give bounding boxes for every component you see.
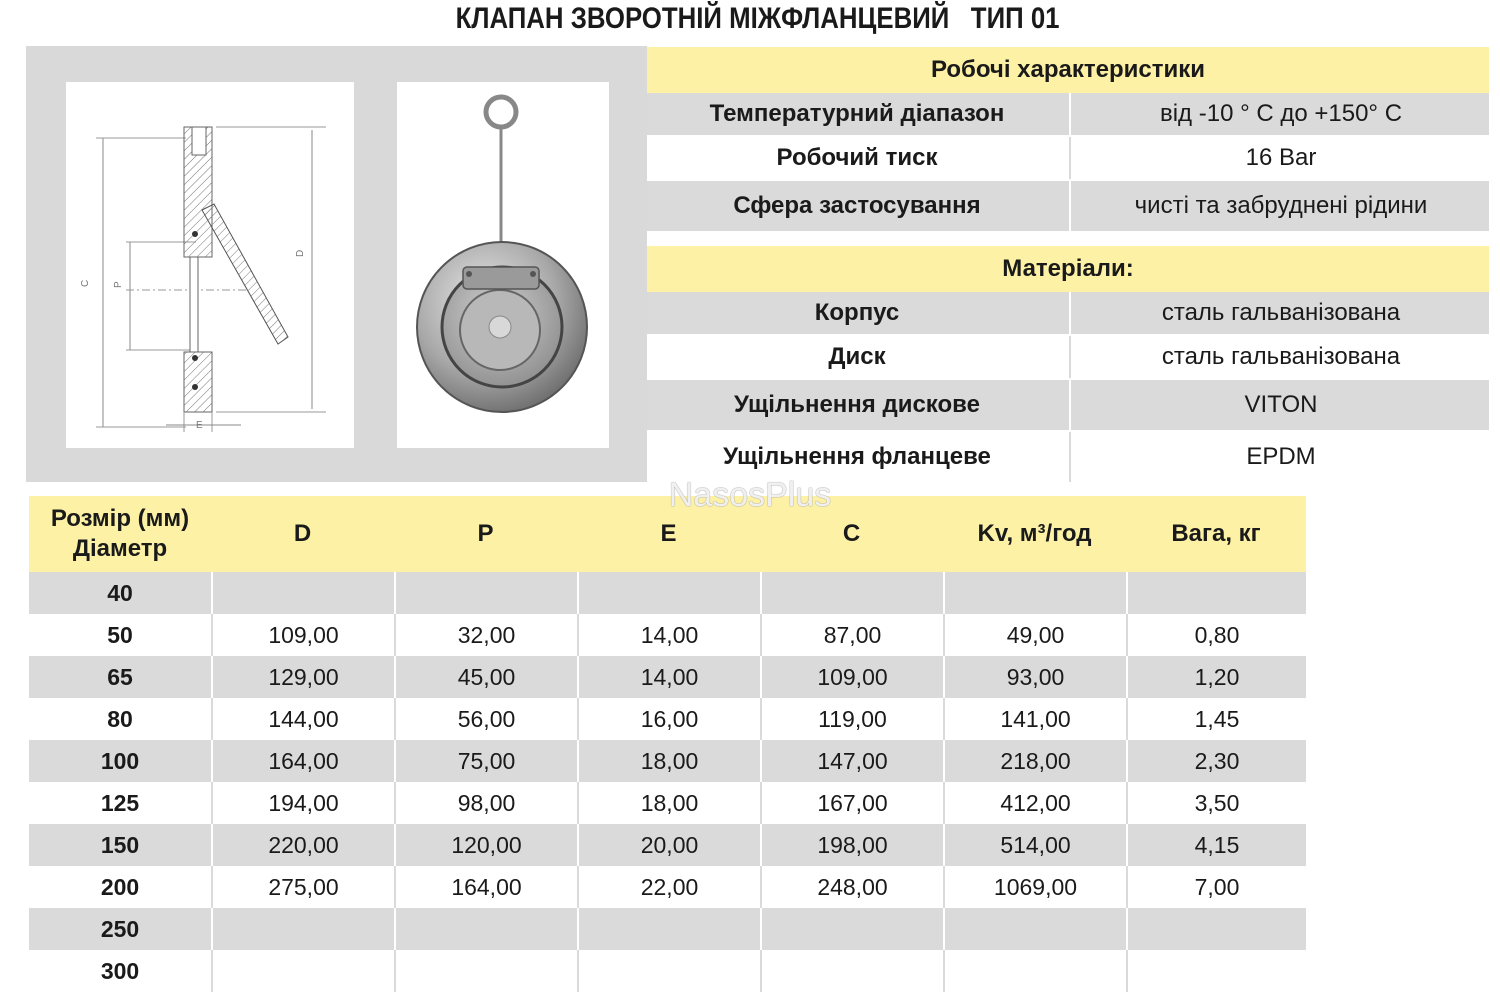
value-cell: 93,00 <box>943 656 1126 698</box>
value-cell <box>577 950 760 992</box>
value-cell: 75,00 <box>394 740 577 782</box>
material-label: Ущільнення фланцеве <box>723 443 991 470</box>
value-cell: 20,00 <box>577 824 760 866</box>
value-cell: 248,00 <box>760 866 943 908</box>
value-cell: 4,15 <box>1126 824 1306 866</box>
table-row <box>29 950 1306 992</box>
value-cell: 120,00 <box>394 824 577 866</box>
col-header-e: E <box>577 496 760 572</box>
value-cell: 22,00 <box>577 866 760 908</box>
material-value: VITON <box>1069 380 1491 430</box>
value-cell <box>211 950 394 992</box>
spec-label: Сфера застосування <box>733 192 981 219</box>
value-cell: 18,00 <box>577 740 760 782</box>
value-cell: 147,00 <box>760 740 943 782</box>
value-cell: 14,00 <box>577 614 760 656</box>
value-cell <box>760 950 943 992</box>
value-cell: 0,80 <box>1126 614 1306 656</box>
col-header-c: C <box>760 496 943 572</box>
value-cell: 49,00 <box>943 614 1126 656</box>
watermark: NasosPlus <box>668 476 832 514</box>
value-cell: 144,00 <box>211 698 394 740</box>
size-cell: 65 <box>29 656 211 698</box>
value-cell: 167,00 <box>760 782 943 824</box>
spec-label: Робочий тиск <box>776 144 938 171</box>
value-cell: 1,45 <box>1126 698 1306 740</box>
dim-label-d: D <box>295 249 306 257</box>
spec-row <box>647 93 1489 135</box>
value-cell: 412,00 <box>943 782 1126 824</box>
value-cell: 32,00 <box>394 614 577 656</box>
value-cell <box>577 908 760 950</box>
table-row <box>29 824 1306 866</box>
dim-label-e: E <box>196 420 203 431</box>
value-cell <box>760 572 943 614</box>
value-cell: 109,00 <box>760 656 943 698</box>
col-header-kv: Kv, м³/год <box>943 496 1126 572</box>
value-cell: 2,30 <box>1126 740 1306 782</box>
col-header-weight: Вага, кг <box>1126 496 1306 572</box>
size-cell: 125 <box>29 782 211 824</box>
material-row <box>647 380 1489 430</box>
table-row <box>29 782 1306 824</box>
spec-value: 16 Bar <box>1069 137 1491 179</box>
material-value: сталь гальванізована <box>1069 292 1491 334</box>
value-cell <box>394 950 577 992</box>
value-cell <box>1126 908 1306 950</box>
value-cell: 198,00 <box>760 824 943 866</box>
value-cell <box>1126 572 1306 614</box>
value-cell: 129,00 <box>211 656 394 698</box>
value-cell: 218,00 <box>943 740 1126 782</box>
spec-value: від -10 ° С до +150° С <box>1069 93 1491 135</box>
value-cell: 18,00 <box>577 782 760 824</box>
value-cell: 98,00 <box>394 782 577 824</box>
material-value: EPDM <box>1069 432 1491 482</box>
value-cell: 275,00 <box>211 866 394 908</box>
value-cell: 164,00 <box>211 740 394 782</box>
table-row <box>29 614 1306 656</box>
material-label: Корпус <box>814 299 900 326</box>
spec-row <box>647 137 1489 179</box>
material-row <box>647 432 1489 482</box>
table-row <box>29 572 1306 614</box>
value-cell: 194,00 <box>211 782 394 824</box>
specs-header: Робочі характеристики <box>647 47 1489 93</box>
value-cell: 1069,00 <box>943 866 1126 908</box>
valve-section-drawing <box>66 82 354 448</box>
size-cell: 200 <box>29 866 211 908</box>
material-value: сталь гальванізована <box>1069 336 1491 378</box>
value-cell <box>760 908 943 950</box>
value-cell: 3,50 <box>1126 782 1306 824</box>
value-cell: 220,00 <box>211 824 394 866</box>
value-cell: 87,00 <box>760 614 943 656</box>
value-cell: 141,00 <box>943 698 1126 740</box>
spec-row <box>647 181 1489 231</box>
value-cell: 56,00 <box>394 698 577 740</box>
spec-value: чисті та забруднені рідини <box>1069 181 1491 231</box>
material-label: Диск <box>828 343 886 370</box>
value-cell: 45,00 <box>394 656 577 698</box>
table-body <box>29 572 1306 992</box>
value-cell: 514,00 <box>943 824 1126 866</box>
value-cell: 16,00 <box>577 698 760 740</box>
value-cell <box>211 908 394 950</box>
value-cell: 1,20 <box>1126 656 1306 698</box>
col-header-p: P <box>394 496 577 572</box>
valve-photo-svg <box>397 82 609 448</box>
materials-header: Матеріали: <box>647 246 1489 292</box>
valve-photo <box>397 82 609 448</box>
col-header-d: D <box>211 496 394 572</box>
size-cell: 40 <box>29 572 211 614</box>
dim-label-c: C <box>80 279 91 287</box>
size-cell: 80 <box>29 698 211 740</box>
material-row <box>647 336 1489 378</box>
value-cell <box>1126 950 1306 992</box>
size-cell: 50 <box>29 614 211 656</box>
dim-label-p: P <box>113 281 124 288</box>
table-row <box>29 866 1306 908</box>
size-cell: 300 <box>29 950 211 992</box>
value-cell <box>943 950 1126 992</box>
value-cell <box>943 572 1126 614</box>
material-label: Ущільнення дискове <box>734 391 980 418</box>
value-cell: 109,00 <box>211 614 394 656</box>
spec-label: Температурний діапазон <box>709 100 1005 127</box>
section-drawing-svg <box>66 82 354 448</box>
material-row <box>647 292 1489 334</box>
col-header-size: Розмір (мм) Діаметр <box>29 496 211 572</box>
table-row <box>29 740 1306 782</box>
size-cell: 100 <box>29 740 211 782</box>
value-cell: 164,00 <box>394 866 577 908</box>
value-cell <box>943 908 1126 950</box>
table-row <box>29 908 1306 950</box>
value-cell <box>577 572 760 614</box>
value-cell <box>211 572 394 614</box>
value-cell <box>394 572 577 614</box>
size-cell: 250 <box>29 908 211 950</box>
value-cell: 7,00 <box>1126 866 1306 908</box>
value-cell: 14,00 <box>577 656 760 698</box>
size-cell: 150 <box>29 824 211 866</box>
page-title: КЛАПАН ЗВОРОТНІЙ МІЖФЛАНЦЕВИЙ ТИП 01 <box>455 2 1060 35</box>
table-row <box>29 698 1306 740</box>
value-cell <box>394 908 577 950</box>
dimensions-table <box>29 496 1306 992</box>
table-row <box>29 656 1306 698</box>
value-cell: 119,00 <box>760 698 943 740</box>
